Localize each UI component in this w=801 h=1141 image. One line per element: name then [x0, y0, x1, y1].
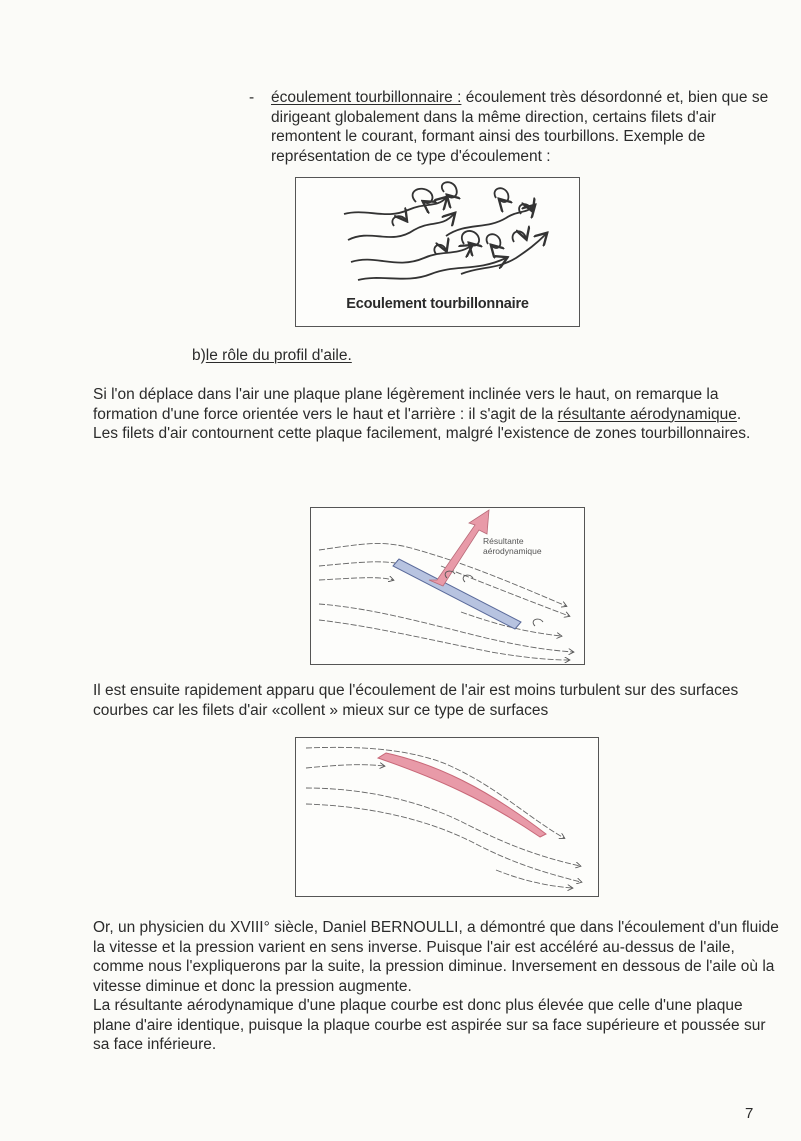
bullet-text-rest: que se dirigeant globalement dans la même direction, certains filets d'air remontent le courant, formant ainsi des tourbillons. Exemple de représentation de ce type d'écoulement :: [271, 89, 769, 165]
resultant-arrow: [429, 510, 489, 586]
paragraph-line2: Les filets d'air contournent cette plaque facilement, malgré l'existence de zones tourbillonnaires.: [93, 425, 751, 442]
paragraph-text: La résultante aérodynamique d'une plaque courbe est donc plus élevée que celle d'une plaque plane d'aire identique, puisque la plaque courbe est aspirée sur sa face supérieure et poussée sur sa face inférieure.: [93, 997, 766, 1053]
streamline: [319, 620, 569, 660]
bullet-dash: -: [249, 89, 255, 106]
figure-turbulent-flow: [295, 177, 580, 327]
streamline: [319, 562, 401, 566]
bullet-term: écoulement tourbillonnaire :: [271, 89, 462, 106]
resultant-term: résultante aérodynamique: [557, 405, 737, 423]
paragraph-curved-surfaces: [93, 681, 783, 720]
paragraph-text: Or, un physicien du XVIII° siècle, Daniel BERNOULLI, a démontré que dans l'écoulement d'un fluide la vitesse et la pression varient en sens inverse. Puisque l'air est accéléré au-dessus de l'aile, comme nous l'expliquerons par la suite, la pression diminue. Inversement en dessous de l'aile où la vitesse diminue et donc la pression augmente.: [93, 919, 779, 995]
subsection-title: le rôle du profil d'aile.: [205, 347, 352, 364]
subsection-heading: [192, 346, 352, 366]
eddy: [533, 619, 543, 626]
figure-caption: Ecoulement tourbillonnaire: [346, 296, 529, 312]
subsection-prefix: b): [192, 347, 206, 364]
resultant-label: aérodynamique: [483, 546, 542, 556]
streamline: [496, 870, 572, 888]
flow-line: [348, 214, 454, 240]
figure-flat-plate: [310, 507, 585, 665]
flow-line: [351, 246, 471, 263]
curved-plate: [378, 753, 546, 837]
paragraph-text-after: .: [736, 405, 742, 423]
flat-plate: [393, 559, 521, 629]
streamline: [306, 804, 581, 882]
page-number: 7: [745, 1105, 754, 1122]
swirl: [413, 189, 433, 203]
flat-plate-diagram: [311, 508, 584, 664]
paragraph-text: Il est ensuite rapidement apparu que l'écoulement de l'air est moins turbulent sur des surfaces courbes car les filets d'air «collent » mieux sur ce type de surfaces: [93, 682, 739, 719]
bullet-text-line1: écoulement très désordonné et, bien: [461, 89, 718, 106]
streamline: [319, 604, 573, 652]
swirl: [462, 231, 479, 246]
curved-plate-diagram: [296, 738, 598, 896]
paragraph-bernoulli: [93, 918, 783, 1055]
swirl: [487, 234, 501, 248]
bullet-text: [271, 88, 786, 166]
streamline: [319, 578, 393, 580]
figure-curved-plate: [295, 737, 599, 897]
streamline: [306, 788, 580, 866]
paragraph-text: [93, 385, 783, 424]
paragraph-flat-plate: [93, 385, 783, 444]
swirl: [513, 231, 526, 242]
streamline: [306, 765, 384, 768]
bullet-item-turbulent-flow: [249, 88, 789, 166]
resultant-label: Résultante: [483, 536, 524, 546]
paragraph-text-before: Si l'on déplace dans l'air une plaque plane légèrement inclinée vers le haut, on remarque la formation d'une force orientée vers le haut et l'arrière : il s'agit de la: [93, 386, 719, 423]
swirl: [495, 188, 509, 202]
flow-line: [461, 234, 546, 274]
swirl: [442, 182, 457, 197]
swirl: [392, 216, 406, 226]
